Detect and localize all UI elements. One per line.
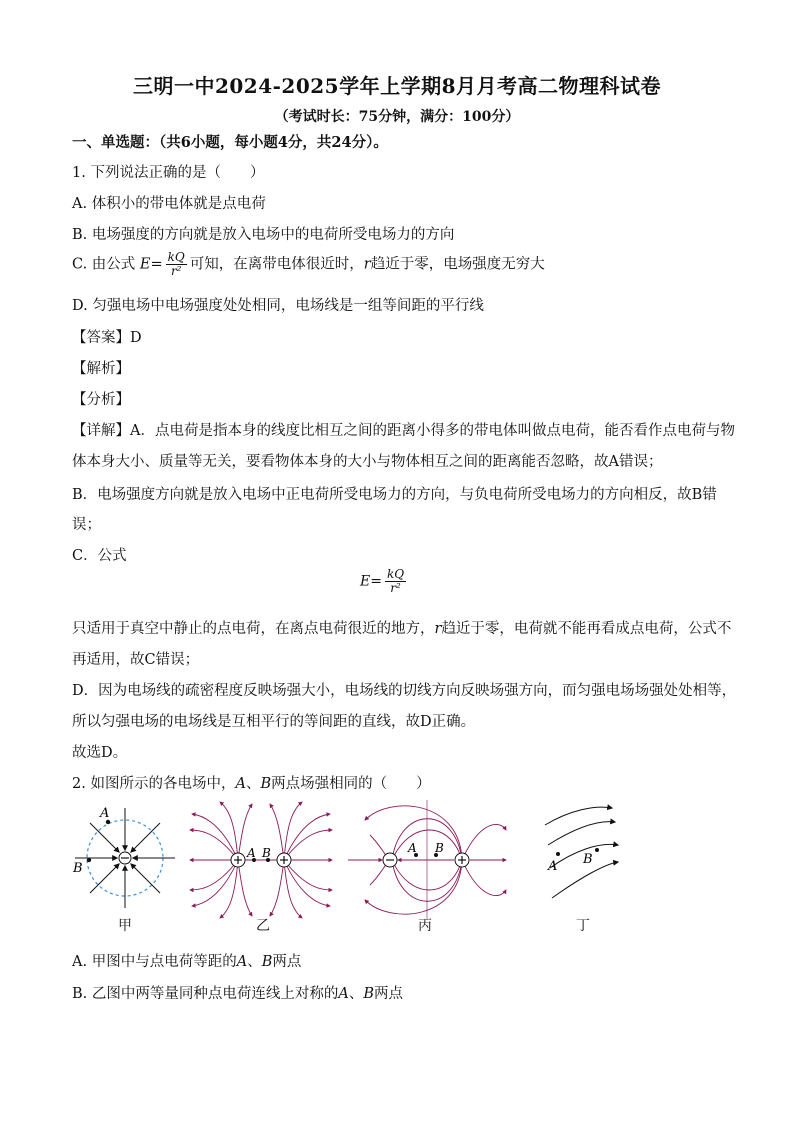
equation-e: E (360, 573, 371, 590)
label-b: B (261, 954, 273, 970)
q1-stem: 1. 下列说法正确的是（ ） (72, 165, 265, 181)
q2-option-b-prefix: B. 乙图中两等量同种点电荷连线上对称的 (72, 986, 339, 1002)
separator: 、 (247, 954, 262, 970)
figure-ding (545, 807, 618, 898)
detail-c-line2-suffix: 趋近于零，电荷就不能再看成点电荷，公式不 (441, 621, 732, 637)
detail-b-line1: B．电场强度方向就是放入电场中正电荷所受电场力的方向，与负电荷所受电场力的方向相反，故B错 (72, 487, 717, 503)
separator: 、 (348, 986, 364, 1002)
q2-option-a (72, 950, 301, 971)
formula-fraction (166, 251, 187, 278)
display-equation (360, 568, 409, 595)
detail-c-line1: C．公式 (72, 548, 127, 564)
figure-label-ding: 丁 (576, 918, 590, 934)
point-a-label: A (548, 859, 558, 874)
formula-denominator: r² (170, 264, 182, 278)
detail-c-line3: 再适用，故C错误； (72, 652, 200, 668)
detail-d-line1: D．因为电场线的疏密程度反映场强大小，电场线的切线方向反映场强方向，而匀强电场场强处处相等， (72, 683, 737, 699)
point-a-label: A (408, 841, 417, 855)
q1-option-c-mid: 可知，在离带电体很近时， (189, 256, 364, 273)
figure-yi-charges (231, 846, 291, 867)
point-b-label: B (73, 861, 83, 876)
detail-b-line2: 误； (72, 517, 101, 533)
q2-option-a-prefix: A. 甲图中与点电荷等距的 (72, 954, 237, 970)
q1-option-a: A. 体积小的带电体就是点电荷 (72, 196, 266, 212)
answer-line: 【答案】D (72, 330, 142, 346)
equation-denominator: r² (390, 581, 401, 595)
formula-numerator: kQ (167, 250, 185, 264)
figure-bing (348, 800, 506, 920)
q1-option-b: B. 电场强度的方向就是放入电场中的电荷所受电场力的方向 (72, 227, 455, 243)
section-heading: 一、单选题：（共6小题，每小题4分，共24分）。 (72, 134, 388, 151)
detail-c-line2 (72, 617, 731, 638)
label-a: A (235, 776, 246, 792)
variable-r: r (363, 256, 371, 273)
point-b-label: B (262, 846, 271, 860)
q2-option-a-suffix: 两点 (272, 954, 302, 970)
figure-label-jia: 甲 (118, 918, 132, 934)
equation-numerator: kQ (386, 567, 405, 581)
point-a-label: A (100, 806, 110, 821)
figure-ding-points (547, 848, 599, 874)
point-b-label: B (583, 852, 593, 867)
q2-stem-prefix: 2. 如图所示的各电场中， (72, 776, 236, 792)
q2-option-b (72, 982, 403, 1003)
point-a-label: A (247, 846, 256, 860)
figure-label-bing: 丙 (418, 918, 432, 934)
fenxi-label: 【分析】 (72, 392, 130, 408)
exam-info: （考试时长：75分钟，满分：100分） (274, 109, 520, 125)
q2-option-b-suffix: 两点 (374, 986, 404, 1002)
label-b: B (260, 776, 272, 792)
conclusion: 故选D。 (72, 745, 128, 761)
q2-stem (72, 772, 431, 793)
figure-yi (190, 802, 332, 918)
figure-jia (72, 806, 175, 908)
detail-c-line2-prefix: 只适用于真空中静止的点电荷，在离点电荷很近的地方， (72, 621, 435, 637)
formula-equals: = (150, 256, 163, 273)
q1-option-c-prefix: C. 由公式 (72, 256, 136, 273)
figure-label-yi: 乙 (256, 918, 270, 934)
detail-a-line1: 【详解】A．点电荷是指本身的线度比相互之间的距离小得多的带电体叫做点电荷，能否看作点电荷与物 (72, 423, 735, 439)
equation-equals: = (370, 573, 382, 590)
point-b-label: B (435, 841, 444, 855)
analysis-label: 【解析】 (72, 361, 130, 377)
q1-option-c (72, 251, 545, 278)
detail-d-line2: 所以匀强电场的电场线是互相平行的等间距的直线，故D正确。 (72, 714, 476, 730)
equation-fraction (385, 568, 406, 595)
label-b: B (363, 986, 375, 1002)
formula-e: E (139, 256, 151, 273)
separator: 、 (245, 776, 261, 792)
page-title: 三明一中2024-2025学年上学期8月月考高二物理科试卷 (132, 74, 662, 98)
label-a: A (338, 986, 349, 1002)
variable-r: r (434, 621, 442, 637)
q2-stem-suffix: 两点场强相同的（ ） (271, 776, 431, 792)
q1-option-c-suffix: 趋近于零，电场强度无穷大 (370, 256, 545, 273)
detail-a-line2: 体本身大小、质量等无关，要看物体本身的大小与物体相互之间的距离能否忽略，故A错误； (72, 454, 663, 470)
field-diagrams (70, 800, 730, 940)
label-a: A (236, 954, 248, 970)
q1-option-d: D. 匀强电场中电场强度处处相同，电场线是一组等间距的平行线 (72, 298, 484, 314)
